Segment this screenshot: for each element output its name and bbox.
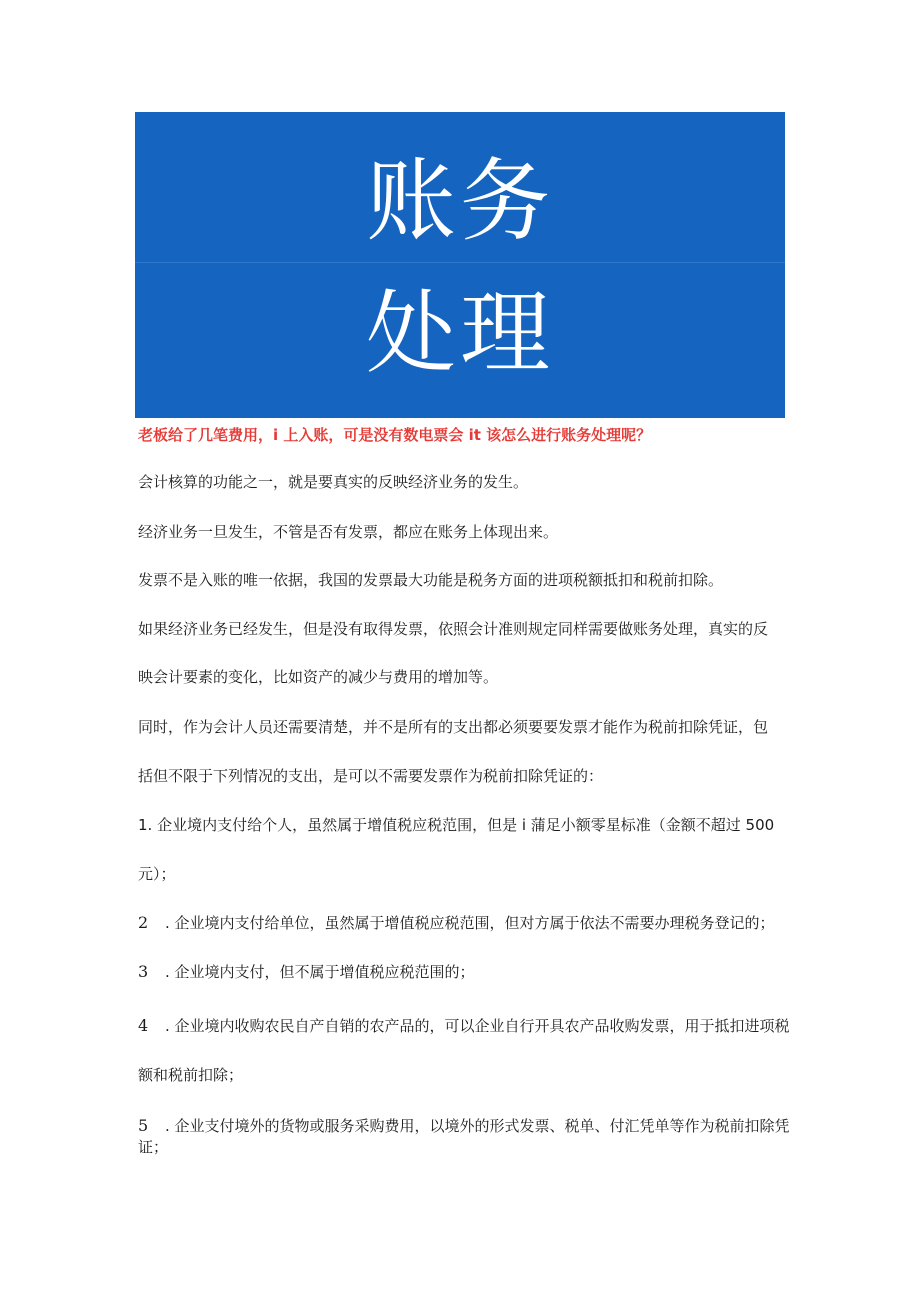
list-item-4-line1 (138, 1016, 790, 1036)
list-item-2-text: . 企业境内支付给单位，虽然属于增值税应税范围，但对方属于依法不需要办理税务登记的； (164, 914, 775, 932)
banner-divider (135, 262, 785, 263)
list-item-1-line1: 1. 企业境内支付给个人，虽然属于增值税应税范围，但是 i 蒲足小额零星标准（金额不超过 500 (138, 816, 775, 834)
list-item-4-number: 4 (138, 1016, 149, 1035)
paragraph-3: 发票不是入账的唯一依据，我国的发票最大功能是税务方面的进项税额抵扣和税前扣除。 (138, 571, 724, 589)
list-item-2 (138, 913, 775, 933)
list-item-3-number: 3 (138, 962, 149, 981)
paragraph-2: 经济业务一旦发生，不管是否有发票，都应在账务上体现出来。 (138, 523, 559, 541)
banner-title-line1: 账务 (366, 149, 554, 254)
list-item-5-line2: 证； (138, 1138, 169, 1156)
list-item-5-text: . 企业支付境外的货物或服务采购费用，以境外的形式发票、税单、付汇凭单等作为税前扣除凭 (164, 1117, 790, 1135)
paragraph-1: 会计核算的功能之一，就是要真实的反映经济业务的发生。 (138, 473, 529, 491)
list-item-4-line2: 额和税前扣除； (138, 1066, 244, 1084)
paragraph-4-line1: 如果经济业务已经发生，但是没有取得发票，依照会计准则规定同样需要做账务处理，真实的反 (138, 620, 769, 638)
list-item-1-line2: 元）； (138, 865, 176, 883)
banner-title-line2: 处理 (366, 281, 554, 386)
list-item-3-text: . 企业境内支付，但不属于增值税应税范围的； (164, 963, 475, 981)
paragraph-5-line2: 括但不限于下列情况的支出，是可以不需要发票作为税前扣除凭证的： (138, 767, 604, 785)
title-banner (135, 112, 785, 418)
list-item-2-number: 2 (138, 913, 149, 932)
paragraph-4-line2: 映会计要素的变化，比如资产的减少与费用的增加等。 (138, 668, 499, 686)
paragraph-5-line1: 同时，作为会计人员还需要清楚，并不是所有的支出都必须要要发票才能作为税前扣除凭证，包 (138, 718, 769, 736)
list-item-5-number: 5 (138, 1116, 149, 1135)
red-heading: 老板给了几笔费用，i 上入账，可是没有数电票会 it 该怎么进行账务处理呢？ (138, 426, 652, 444)
list-item-3 (138, 962, 475, 982)
list-item-5-line1 (138, 1116, 790, 1136)
list-item-4-text: . 企业境内收购农民自产自销的农产品的，可以企业自行开具农产品收购发票，用于抵扣进项税 (164, 1017, 790, 1035)
